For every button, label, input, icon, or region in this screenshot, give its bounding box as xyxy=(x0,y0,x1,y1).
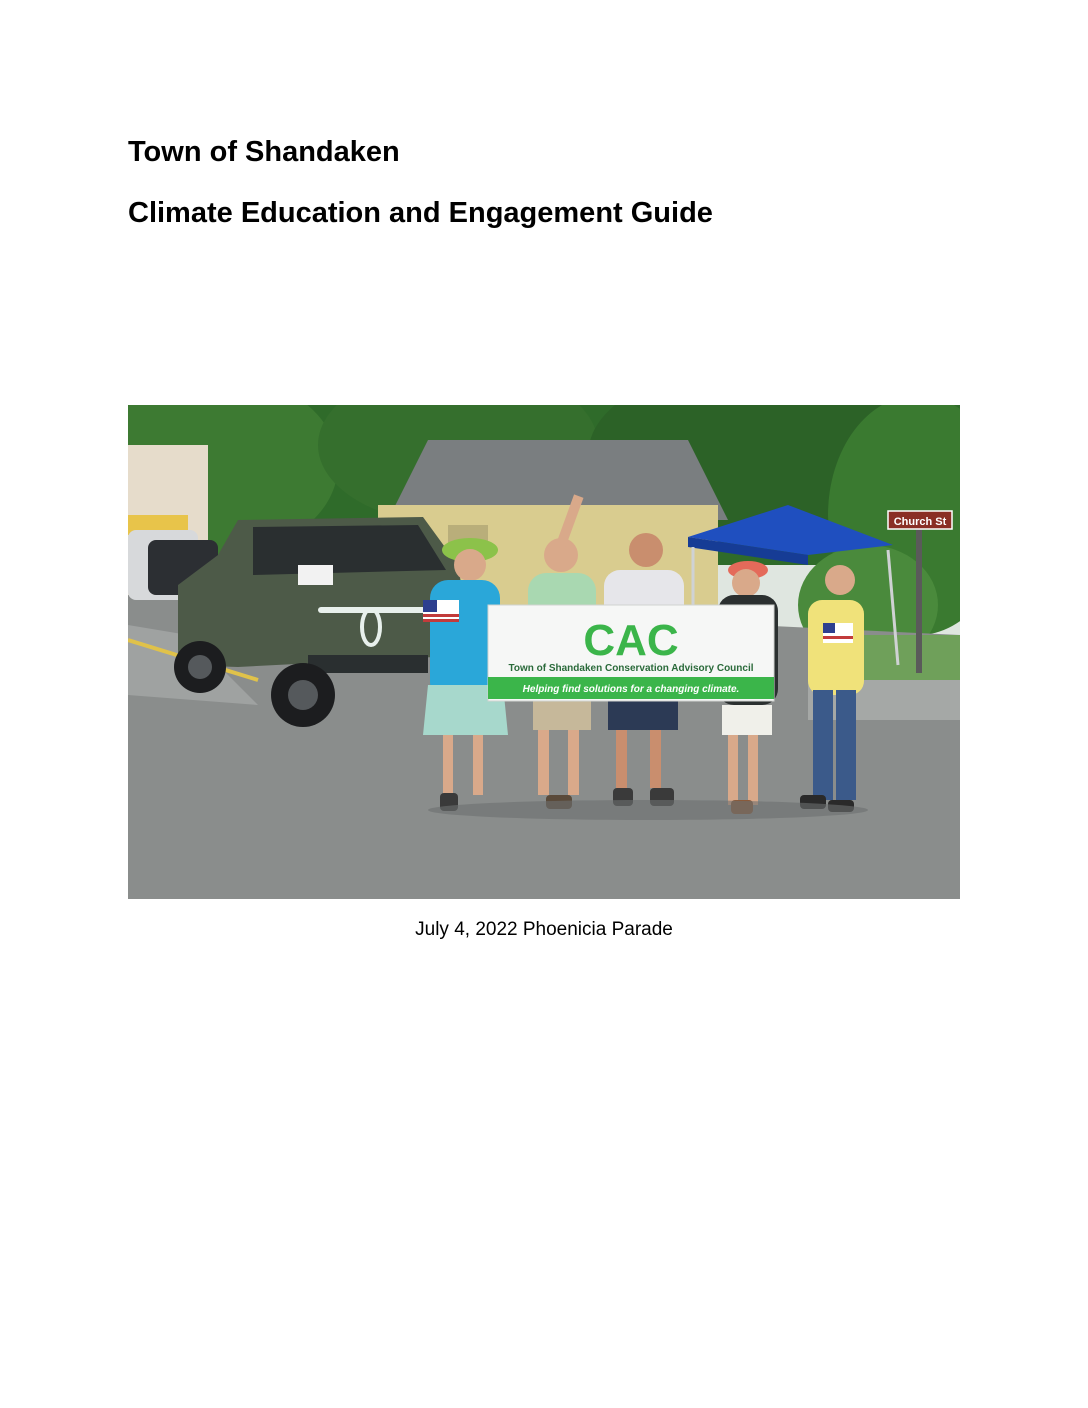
banner-tagline-text: Helping find solutions for a changing climate. xyxy=(522,684,740,695)
photo-caption: July 4, 2022 Phoenicia Parade xyxy=(415,919,673,940)
cac-banner xyxy=(488,605,774,701)
street-sign-text: Church St xyxy=(893,516,947,528)
document-title: Town of Shandaken xyxy=(128,136,400,168)
parade-photo xyxy=(128,405,960,899)
banner-org-text: Town of Shandaken Conservation Advisory Council xyxy=(508,663,754,674)
banner-logo-text: CAC xyxy=(583,616,679,665)
document-subtitle: Climate Education and Engagement Guide xyxy=(128,197,713,229)
